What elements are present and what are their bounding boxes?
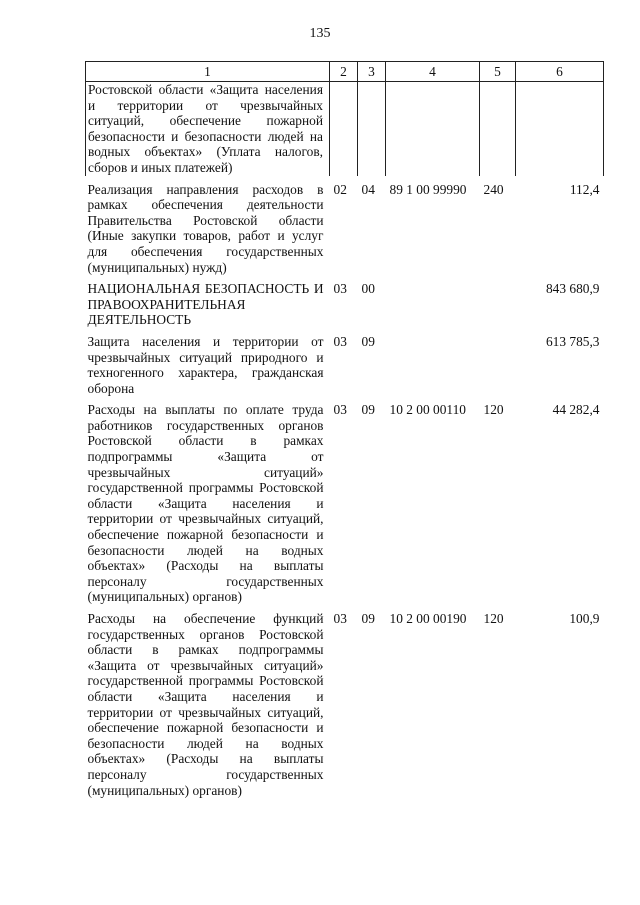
row-csr: 10 2 00 00190 xyxy=(389,611,467,626)
header-col-4: 4 xyxy=(386,62,480,82)
row-sum: 843 680,9 xyxy=(545,281,600,297)
row-csr xyxy=(386,275,480,328)
header-col-1: 1 xyxy=(86,62,330,82)
row-name: Расходы на обеспечение функций государственных органов Ростовской области в рамках подпрограммы «Защита от чрезвычайных ситуаций» государственной программы Ростовской области «Защита населения и территории от чрезвычайных ситуаций, обеспечение пожарной безопасности и безопасности людей на водных объектах» (Расходы на выплаты персоналу государственных (муниципальных) органов) xyxy=(87,611,324,798)
table-row xyxy=(86,176,604,276)
row-pr: 00 xyxy=(361,281,375,297)
row-name: Расходы на выплаты по оплате труда работников государственных органов Ростовской области в рамках подпрограммы «Защита от чрезвычайных ситуаций» государственной программы Ростовской области «Защита населения и территории от чрезвычайных ситуаций, обеспечение пожарной безопасности и безопасности людей на водных объектах» (Расходы на выплаты персоналу государственных (муниципальных) органов) xyxy=(87,402,324,605)
row-csr: 89 1 00 99990 xyxy=(389,181,467,197)
row-rz: 02 xyxy=(333,181,347,197)
row-name: Защита населения и территории от чрезвычайных ситуаций природного и техногенного характера, гражданская оборона xyxy=(87,333,324,396)
row-vr xyxy=(480,275,516,328)
row-vr: 240 xyxy=(483,181,504,197)
row-sum: 613 785,3 xyxy=(545,333,600,349)
budget-table xyxy=(85,61,604,798)
row-sum: 100,9 xyxy=(569,611,600,626)
table-body xyxy=(86,82,604,799)
row-name: Ростовской области «Защита населения и территории от чрезвычайных ситуаций, обеспечение пожарной безопасности и безопасности людей на водных объектах» (Уплата налогов, сборов и иных платежей) xyxy=(86,82,330,176)
table-row xyxy=(86,82,604,176)
row-vr xyxy=(480,328,516,396)
row-csr xyxy=(386,82,480,176)
row-rz: 03 xyxy=(333,402,347,418)
table-row xyxy=(86,605,604,798)
header-col-2: 2 xyxy=(330,62,358,82)
row-csr: 10 2 00 00110 xyxy=(389,402,466,418)
row-pr: 09 xyxy=(361,402,375,418)
table-row xyxy=(86,275,604,328)
row-rz: 03 xyxy=(333,333,347,349)
table-header xyxy=(86,62,604,82)
row-pr: 04 xyxy=(361,181,375,197)
row-sum xyxy=(516,82,604,176)
header-row xyxy=(86,62,604,82)
row-vr xyxy=(480,82,516,176)
row-pr xyxy=(358,82,386,176)
row-name: Реализация направления расходов в рамках обеспечения деятельности Правительства Ростовской области (Иные закупки товаров, работ и услуг для обеспечения государственных (муниципальных) нужд) xyxy=(87,181,324,275)
row-name: НАЦИОНАЛЬНАЯ БЕЗОПАСНОСТЬ И ПРАВООХРАНИТЕЛЬНАЯ ДЕЯТЕЛЬНОСТЬ xyxy=(87,281,324,328)
header-col-5: 5 xyxy=(480,62,516,82)
row-vr: 120 xyxy=(483,611,504,626)
table-row xyxy=(86,396,604,605)
row-rz: 03 xyxy=(333,611,347,626)
row-sum: 112,4 xyxy=(569,181,600,197)
row-vr: 120 xyxy=(483,402,504,418)
row-rz: 03 xyxy=(333,281,347,297)
row-csr xyxy=(386,328,480,396)
row-sum: 44 282,4 xyxy=(552,402,600,418)
header-col-3: 3 xyxy=(358,62,386,82)
row-pr: 09 xyxy=(361,333,375,349)
row-rz xyxy=(330,82,358,176)
page-number: 135 xyxy=(309,26,331,41)
table-row xyxy=(86,328,604,396)
header-col-6: 6 xyxy=(516,62,604,82)
row-pr: 09 xyxy=(361,611,375,626)
